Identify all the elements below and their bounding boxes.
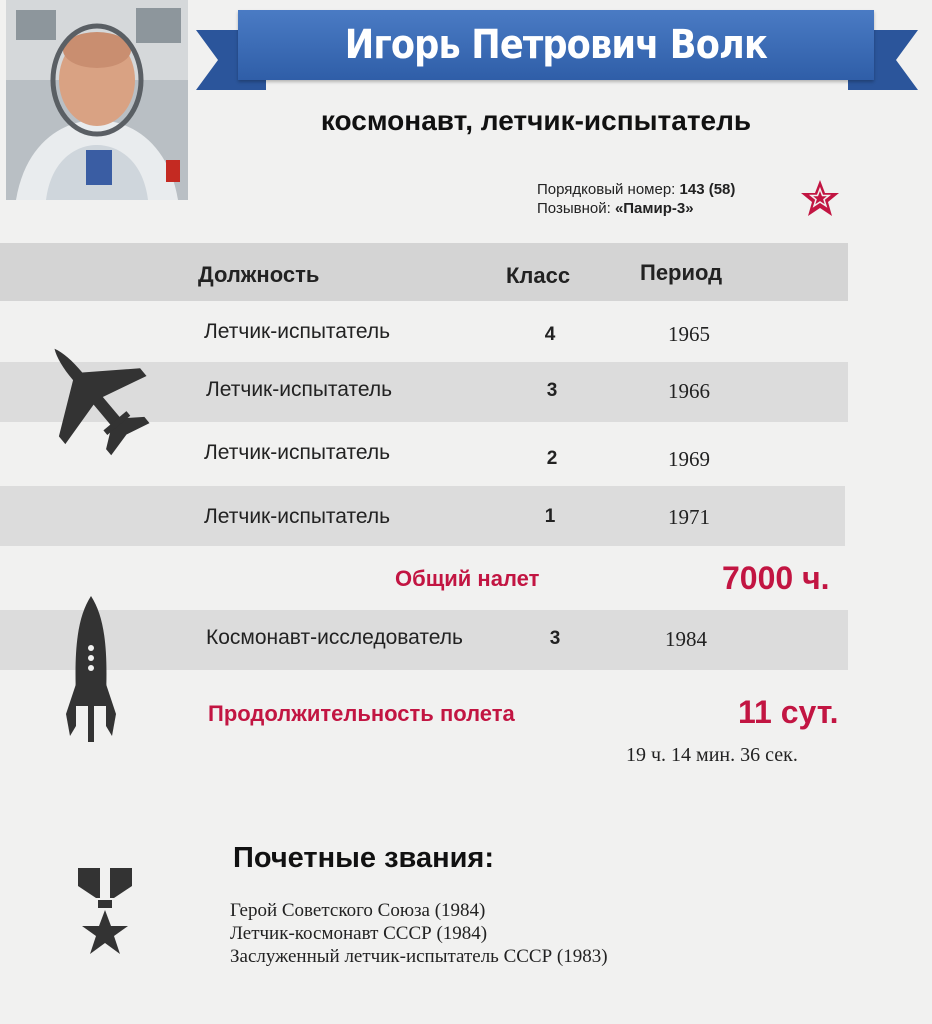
row-class: 2 (546, 448, 558, 469)
flight-duration-detail: 19 ч. 14 мин. 36 сек. (626, 744, 798, 766)
star-icon (800, 178, 840, 218)
honor-item: Герой Советского Союза (1984) (230, 900, 486, 921)
medal-icon (78, 864, 132, 964)
honor-item: Заслуженный летчик-испытатель СССР (1983) (230, 946, 608, 967)
name-banner (238, 10, 874, 80)
callsign-row (537, 199, 735, 218)
column-header-class: Класс (506, 263, 571, 288)
meta-info (537, 180, 735, 218)
row-period: 1969 (668, 447, 710, 471)
row-class: 1 (544, 506, 556, 527)
callsign-label: Позывной: (537, 200, 611, 217)
column-header-period: Период (640, 260, 723, 285)
total-flight-label: Общий налет (395, 566, 540, 591)
serial-label: Порядковый номер: (537, 181, 676, 198)
row-class: 4 (544, 324, 556, 345)
honor-item: Летчик-космонавт СССР (1984) (230, 923, 488, 944)
serial-value: 143 (58) (679, 181, 736, 198)
table-row-band (0, 486, 845, 546)
subtitle: космонавт, летчик-испытатель (320, 105, 752, 136)
row-position: Летчик-испытатель (204, 320, 391, 343)
callsign-value: «Памир-3» (614, 200, 694, 217)
row-period: 1966 (668, 379, 710, 403)
cosmonaut-period: 1984 (665, 627, 707, 651)
rocket-icon (66, 596, 116, 742)
portrait-photo (6, 0, 188, 200)
person-name: Игорь Петрович Волк (344, 22, 768, 68)
cosmonaut-class: 3 (549, 628, 561, 649)
row-class: 3 (546, 380, 558, 401)
honors-title: Почетные звания: (233, 842, 494, 874)
row-position: Летчик-испытатель (204, 505, 391, 528)
cosmonaut-position: Космонавт-исследователь (206, 626, 463, 649)
flight-duration-value: 11 сут. (738, 694, 839, 730)
serial-number-row (537, 180, 735, 199)
row-period: 1965 (668, 322, 710, 346)
row-position: Летчик-испытатель (206, 378, 393, 401)
jet-icon (30, 332, 160, 462)
row-position: Летчик-испытатель (204, 441, 391, 464)
column-header-position: Должность (198, 262, 320, 287)
row-period: 1971 (668, 505, 710, 529)
flight-duration-label: Продолжительность полета (208, 701, 515, 726)
total-flight-value: 7000 ч. (722, 560, 830, 596)
